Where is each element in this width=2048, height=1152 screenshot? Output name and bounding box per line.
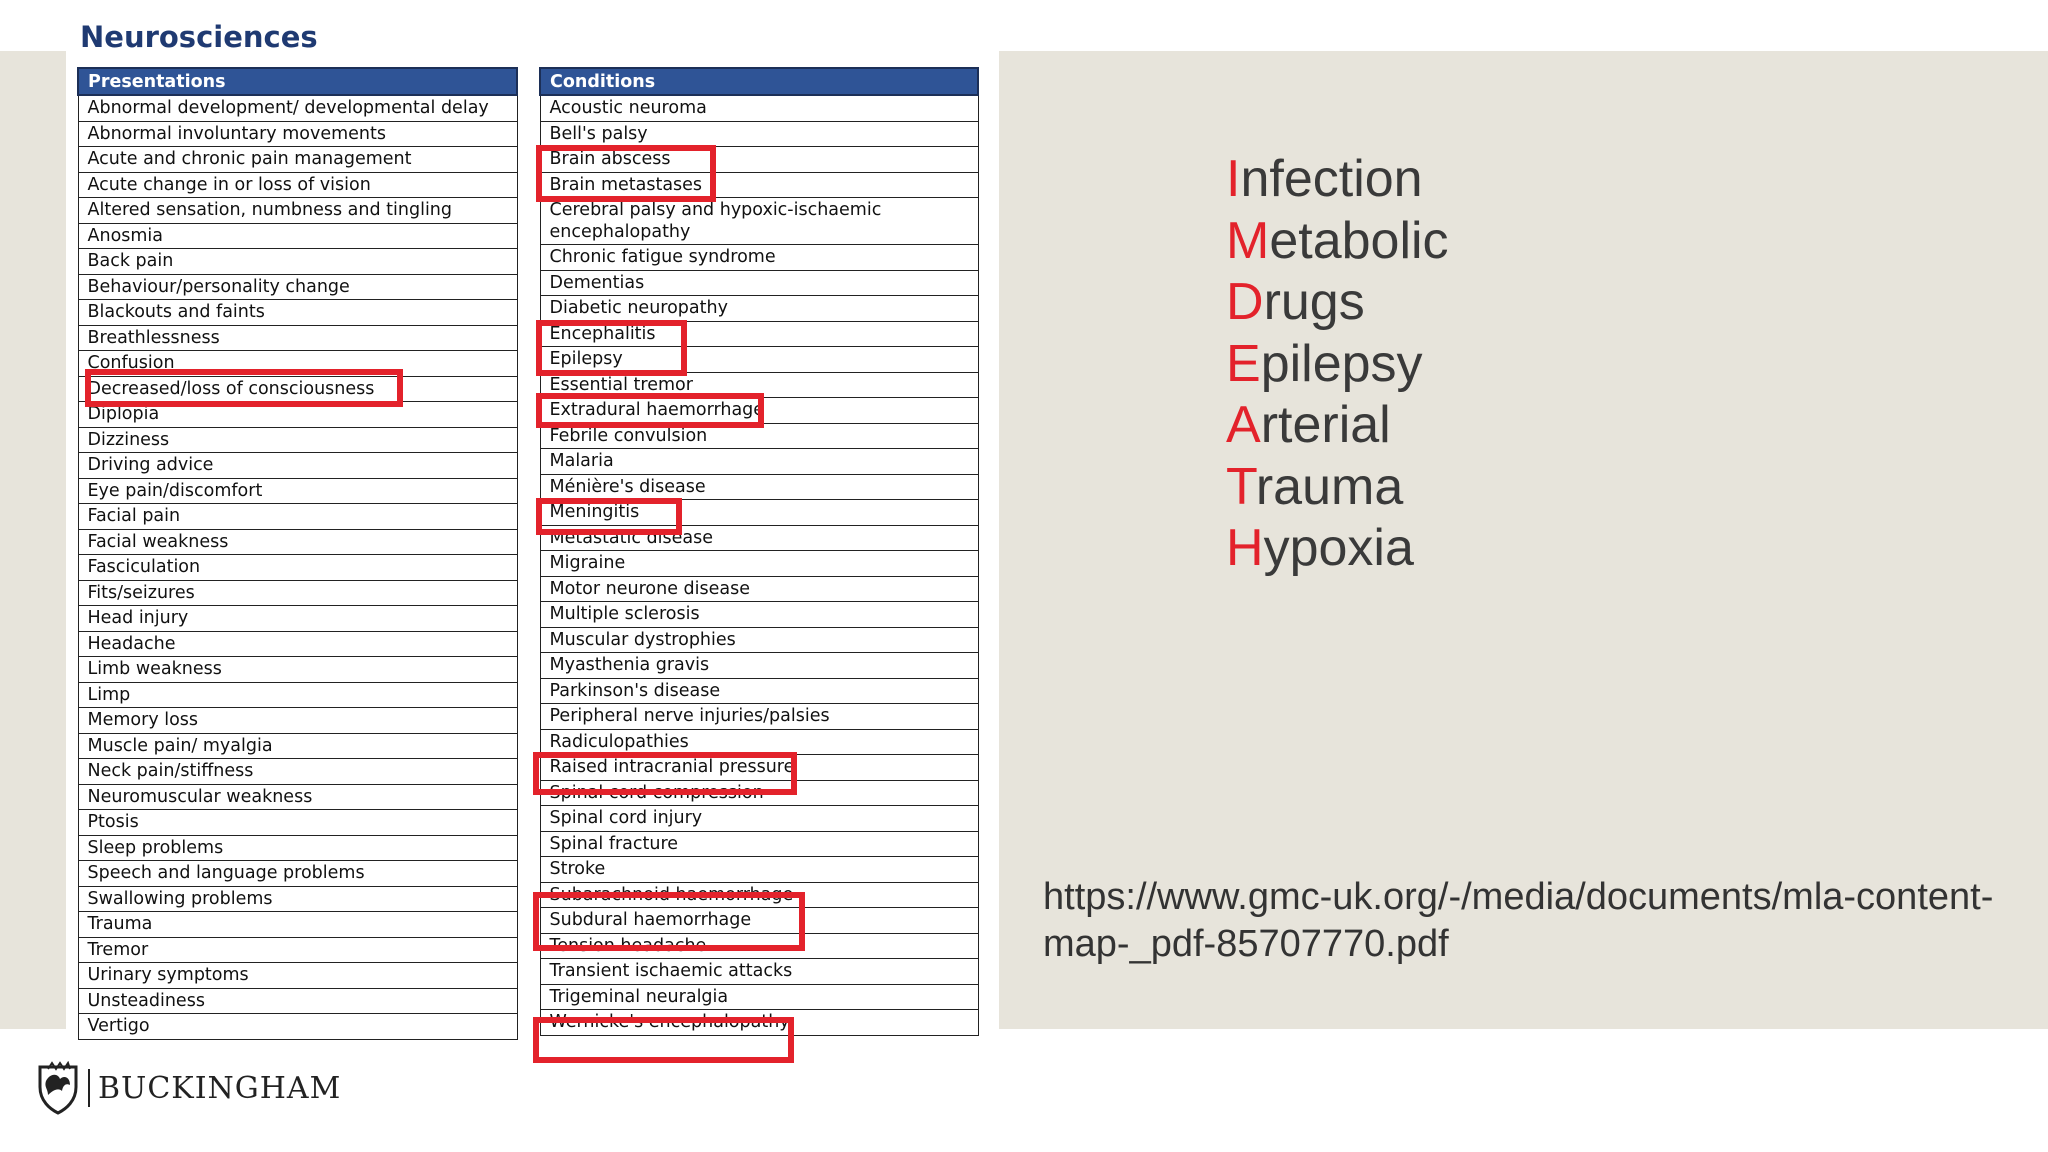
table-cell: Confusion	[78, 351, 517, 377]
table-row	[78, 733, 517, 759]
table-cell: Bell's palsy	[540, 121, 978, 147]
table-row	[78, 453, 517, 479]
table-cell: Myasthenia gravis	[540, 653, 978, 679]
table-cell: Back pain	[78, 249, 517, 275]
table-row	[540, 296, 978, 322]
table-cell: Motor neurone disease	[540, 576, 978, 602]
imdeath-mnemonic	[1226, 149, 1449, 580]
table-cell: Neck pain/stiffness	[78, 759, 517, 785]
table-cell: Fits/seizures	[78, 580, 517, 606]
table-cell: Vertigo	[78, 1014, 517, 1040]
table-cell: Muscular dystrophies	[540, 627, 978, 653]
table-row	[540, 627, 978, 653]
mnemonic-line: Trauma	[1226, 457, 1404, 516]
table-cell: Spinal cord compression	[540, 780, 978, 806]
table-cell: Head injury	[78, 606, 517, 632]
table-row	[78, 835, 517, 861]
table-row	[78, 963, 517, 989]
conditions-table	[539, 67, 979, 1036]
table-row	[540, 729, 978, 755]
table-cell: Trauma	[78, 912, 517, 938]
table-cell: Multiple sclerosis	[540, 602, 978, 628]
brand-name: BUCKINGHAM	[98, 1070, 342, 1106]
table-cell: Metastatic disease	[540, 525, 978, 551]
mnemonic-line: Arterial	[1226, 396, 1391, 454]
table-row	[540, 449, 978, 475]
table-row	[540, 474, 978, 500]
table-cell: Brain abscess	[540, 147, 978, 173]
presentations-table	[77, 67, 518, 1040]
table-row	[540, 245, 978, 271]
table-cell: Limb weakness	[78, 657, 517, 683]
table-cell: Diplopia	[78, 402, 517, 428]
table-row	[78, 529, 517, 555]
presentations-header: Presentations	[78, 68, 517, 95]
table-row	[540, 959, 978, 985]
table-cell: Trigeminal neuralgia	[540, 984, 978, 1010]
table-cell: Peripheral nerve injuries/palsies	[540, 704, 978, 730]
table-row	[78, 147, 517, 173]
table-cell: Facial weakness	[78, 529, 517, 555]
table-cell: Anosmia	[78, 223, 517, 249]
table-cell: Acoustic neuroma	[540, 95, 978, 121]
table-row	[78, 708, 517, 734]
table-cell: Driving advice	[78, 453, 517, 479]
table-row	[78, 937, 517, 963]
table-row	[78, 95, 517, 121]
table-cell: Tension headache	[540, 933, 978, 959]
table-row	[540, 806, 978, 832]
table-row	[78, 555, 517, 581]
table-row	[78, 631, 517, 657]
highlight-meningitis	[536, 498, 682, 535]
table-cell: Spinal cord injury	[540, 806, 978, 832]
table-cell: Encephalitis	[540, 321, 978, 347]
conditions-header: Conditions	[540, 68, 978, 95]
table-cell: Sleep problems	[78, 835, 517, 861]
highlight-extradural-haemorrhage	[536, 393, 764, 428]
table-cell: Subdural haemorrhage	[540, 908, 978, 934]
table-cell: Febrile convulsion	[540, 423, 978, 449]
mnemonic-line: Epilepsy	[1226, 334, 1423, 393]
table-row	[78, 784, 517, 810]
table-row	[78, 478, 517, 504]
table-row	[78, 810, 517, 836]
table-row	[78, 325, 517, 351]
table-row	[78, 912, 517, 938]
table-cell: Abnormal involuntary movements	[78, 121, 517, 147]
table-cell: Ménière's disease	[540, 474, 978, 500]
logo-divider	[88, 1069, 90, 1107]
table-row	[78, 249, 517, 275]
table-cell: Radiculopathies	[540, 729, 978, 755]
table-row	[78, 1014, 517, 1040]
table-row	[78, 274, 517, 300]
table-cell: Eye pain/discomfort	[78, 478, 517, 504]
table-row	[78, 172, 517, 198]
highlight-raised-icp	[533, 752, 797, 795]
table-cell: Raised intracranial pressure	[540, 755, 978, 781]
table-cell: Tremor	[78, 937, 517, 963]
table-row	[540, 576, 978, 602]
buckingham-logo	[36, 1060, 341, 1116]
table-cell: Essential tremor	[540, 372, 978, 398]
table-cell: Headache	[78, 631, 517, 657]
table-cell: Wernicke's encephalopathy	[540, 1010, 978, 1036]
table-cell: Migraine	[540, 551, 978, 577]
table-cell: Blackouts and faints	[78, 300, 517, 326]
table-cell: Subarachnoid haemorrhage	[540, 882, 978, 908]
table-cell: Extradural haemorrhage	[540, 398, 978, 424]
table-cell: Acute change in or loss of vision	[78, 172, 517, 198]
table-cell: Dementias	[540, 270, 978, 296]
table-row	[78, 121, 517, 147]
table-row	[540, 551, 978, 577]
table-cell: Unsteadiness	[78, 988, 517, 1014]
table-cell: Breathlessness	[78, 325, 517, 351]
highlight-brain-abscess-metastases	[536, 145, 716, 202]
table-row	[78, 988, 517, 1014]
table-cell: Neuromuscular weakness	[78, 784, 517, 810]
table-row	[78, 580, 517, 606]
table-cell: Brain metastases	[540, 172, 978, 198]
table-row	[78, 682, 517, 708]
table-row	[540, 121, 978, 147]
table-row	[540, 653, 978, 679]
table-row	[78, 759, 517, 785]
table-cell: Decreased/loss of consciousness	[78, 376, 517, 402]
table-cell: Swallowing problems	[78, 886, 517, 912]
table-row	[540, 198, 978, 245]
table-cell: Epilepsy	[540, 347, 978, 373]
table-row	[540, 270, 978, 296]
table-row	[540, 831, 978, 857]
table-cell: Stroke	[540, 857, 978, 883]
table-row	[78, 861, 517, 887]
table-cell: Urinary symptoms	[78, 963, 517, 989]
table-cell: Altered sensation, numbness and tingling	[78, 198, 517, 224]
highlight-sah-subdural	[533, 892, 805, 951]
table-row	[540, 857, 978, 883]
source-url[interactable]: https://www.gmc-uk.org/-/media/documents/mla-content-map-_pdf-85707770.pdf	[1043, 876, 1994, 965]
table-cell: Facial pain	[78, 504, 517, 530]
table-row	[540, 984, 978, 1010]
mnemonic-line: Infection	[1226, 150, 1423, 208]
table-row	[78, 427, 517, 453]
mnemonic-line: Hypoxia	[1226, 519, 1414, 577]
mnemonic-line: Drugs	[1226, 273, 1365, 331]
table-cell: Cerebral palsy and hypoxic-ischaemic encephalopathy	[540, 198, 978, 245]
table-cell: Limp	[78, 682, 517, 708]
table-row	[78, 504, 517, 530]
table-cell: Abnormal development/ developmental delay	[78, 95, 517, 121]
table-cell: Muscle pain/ myalgia	[78, 733, 517, 759]
table-cell: Ptosis	[78, 810, 517, 836]
document-title: Neurosciences	[80, 20, 318, 54]
table-row	[78, 886, 517, 912]
table-cell: Meningitis	[540, 500, 978, 526]
table-cell: Acute and chronic pain management	[78, 147, 517, 173]
table-row	[78, 300, 517, 326]
highlight-wernicke	[533, 1017, 794, 1063]
table-cell: Fasciculation	[78, 555, 517, 581]
table-cell: Spinal fracture	[540, 831, 978, 857]
table-row	[540, 602, 978, 628]
table-cell: Memory loss	[78, 708, 517, 734]
highlight-encephalitis-epilepsy	[536, 320, 687, 376]
table-cell: Transient ischaemic attacks	[540, 959, 978, 985]
table-cell: Chronic fatigue syndrome	[540, 245, 978, 271]
table-row	[540, 678, 978, 704]
table-cell: Parkinson's disease	[540, 678, 978, 704]
table-row	[540, 95, 978, 121]
mnemonic-line: Metabolic	[1226, 211, 1449, 270]
university-crest-icon	[36, 1061, 80, 1115]
table-cell: Dizziness	[78, 427, 517, 453]
table-row	[78, 198, 517, 224]
table-cell: Malaria	[540, 449, 978, 475]
table-row	[78, 657, 517, 683]
table-row	[78, 223, 517, 249]
table-row	[540, 704, 978, 730]
table-cell: Speech and language problems	[78, 861, 517, 887]
table-cell: Diabetic neuropathy	[540, 296, 978, 322]
table-cell: Behaviour/personality change	[78, 274, 517, 300]
highlight-decreased-consciousness	[85, 369, 403, 407]
table-row	[78, 606, 517, 632]
